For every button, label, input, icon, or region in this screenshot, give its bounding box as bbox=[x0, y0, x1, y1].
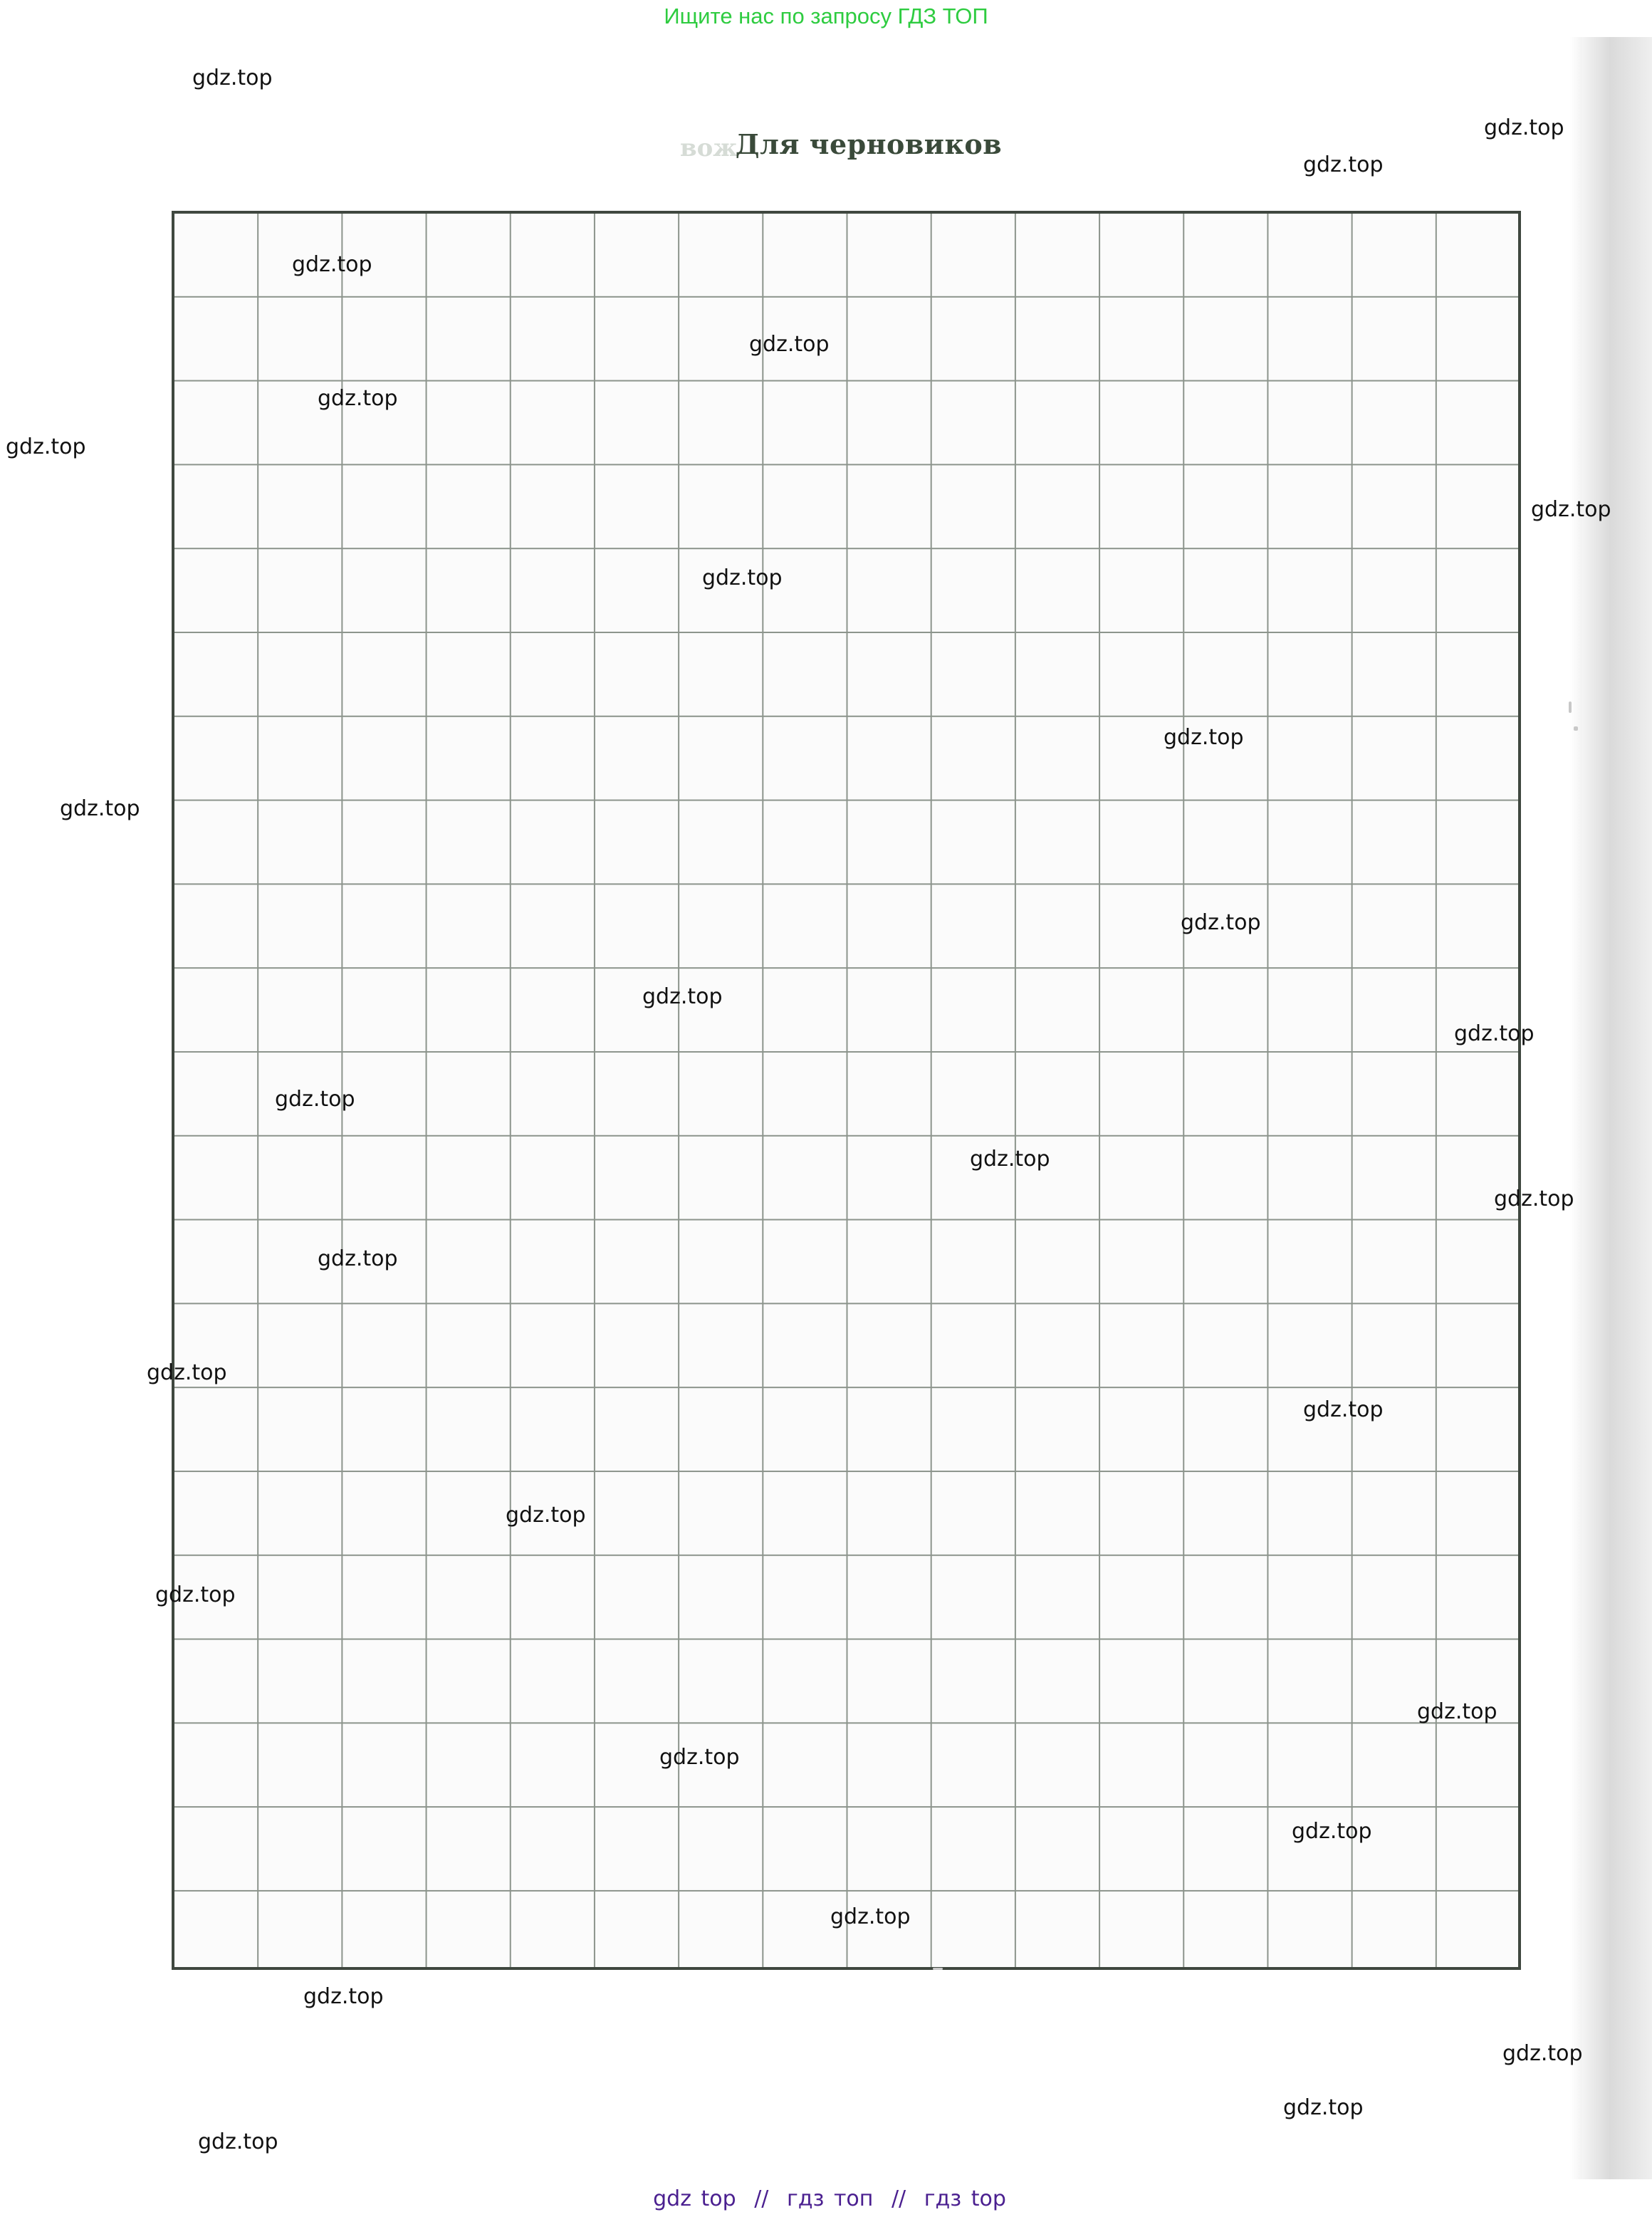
footer-links bbox=[0, 2186, 1652, 2211]
watermark: gdz.top bbox=[6, 434, 86, 459]
watermark: gdz.top bbox=[1181, 910, 1261, 935]
watermark: gdz.top bbox=[1303, 1397, 1384, 1422]
watermark: gdz.top bbox=[60, 796, 140, 821]
watermark: gdz.top bbox=[275, 1087, 355, 1112]
watermark: gdz.top bbox=[147, 1360, 227, 1385]
page-title: Для черновиков bbox=[735, 128, 1003, 160]
footer-separator: // bbox=[754, 2186, 769, 2211]
watermark: gdz.top bbox=[1283, 2095, 1364, 2120]
footer-link-gdz-top[interactable]: gdz top bbox=[653, 2186, 736, 2211]
watermark: gdz.top bbox=[303, 1984, 384, 2009]
watermark: gdz.top bbox=[318, 1246, 398, 1271]
watermark: gdz.top bbox=[155, 1582, 236, 1607]
watermark: gdz.top bbox=[292, 252, 372, 277]
watermark: gdz.top bbox=[506, 1503, 586, 1528]
footer-separator: // bbox=[891, 2186, 906, 2211]
footer-link-gdz-top-mixed[interactable]: гдз top bbox=[924, 2186, 1006, 2211]
scan-speck bbox=[1574, 726, 1578, 731]
watermark: gdz.top bbox=[1292, 1819, 1372, 1844]
page-edge bbox=[1570, 37, 1583, 2179]
watermark: gdz.top bbox=[318, 386, 398, 411]
watermark: gdz.top bbox=[702, 565, 783, 590]
watermark: gdz.top bbox=[1303, 152, 1384, 177]
watermark: gdz.top bbox=[1417, 1699, 1497, 1724]
watermark: gdz.top bbox=[1502, 2041, 1583, 2066]
watermark: gdz.top bbox=[1164, 725, 1244, 750]
scan-speck bbox=[1569, 701, 1572, 713]
page-binding-shadow bbox=[1582, 37, 1652, 2179]
watermark: gdz.top bbox=[970, 1147, 1050, 1172]
scan-speck bbox=[933, 1968, 943, 1970]
footer-link-gdz-top-ru[interactable]: гдз топ bbox=[786, 2186, 874, 2211]
search-promo-banner[interactable]: Ищите нас по запросу ГДЗ ТОП bbox=[664, 4, 988, 28]
watermark: gdz.top bbox=[192, 66, 273, 90]
watermark: gdz.top bbox=[659, 1745, 740, 1770]
watermark: gdz.top bbox=[1454, 1021, 1535, 1046]
watermark: gdz.top bbox=[642, 984, 723, 1009]
draft-grid bbox=[172, 211, 1521, 1970]
watermark: gdz.top bbox=[830, 1904, 911, 1929]
watermark: gdz.top bbox=[1531, 497, 1611, 522]
watermark: gdz.top bbox=[1494, 1186, 1574, 1211]
watermark: gdz.top bbox=[198, 2129, 278, 2154]
bleed-through-text: вож bbox=[680, 134, 738, 162]
watermark: gdz.top bbox=[1484, 115, 1564, 140]
watermark: gdz.top bbox=[749, 332, 830, 357]
